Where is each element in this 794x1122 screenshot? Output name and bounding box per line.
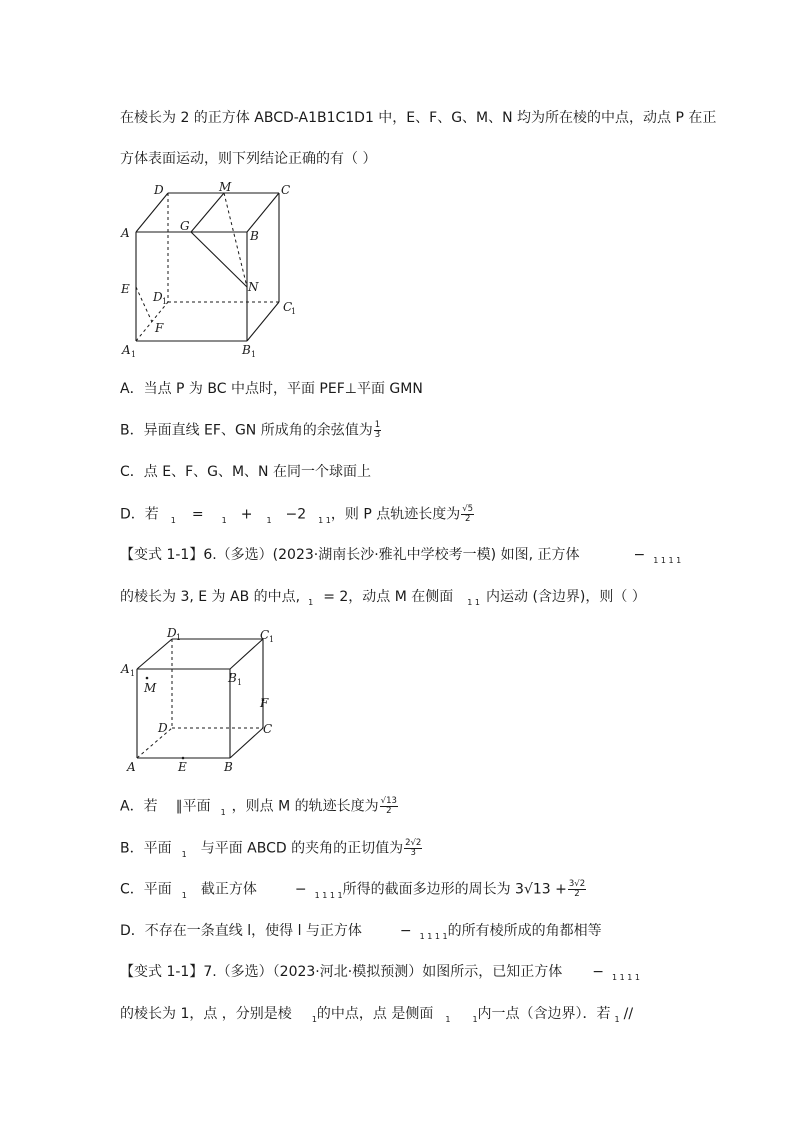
segment-GM <box>191 193 224 232</box>
q1-option-b: B．异面直线 EF、GN 所成角的余弦值为 $\frac{1}{3}$ <box>120 420 381 440</box>
label-D1-sub: 1 <box>162 297 168 306</box>
label-D1: D <box>153 290 163 304</box>
point-E <box>182 757 185 760</box>
label-F: F <box>155 321 164 335</box>
label-B: B <box>250 229 259 243</box>
label-N: N <box>248 280 259 294</box>
label-A1: A <box>121 662 130 676</box>
segment-EF-hidden <box>136 287 152 322</box>
q3-line1: 【变式 1-1】7.（多选）（2023·河北·模拟预测）如图所示，已知正方体 − $_{1 1 1 1}$ <box>120 964 640 982</box>
edge-BC <box>247 193 279 232</box>
segment-MN-hidden <box>224 193 247 287</box>
q2-line1: 【变式 1-1】6.（多选）(2023·湖南长沙·雅礼中学校考一模) 如图, 正方体 − $_{1 1 1 1}$ <box>120 547 682 565</box>
label-G: G <box>180 219 190 233</box>
edge-AD <box>136 193 168 232</box>
label-D1-sub: 1 <box>176 633 182 642</box>
q1-option-c: C．点 E、F、G、M、N 在同一个球面上 <box>120 464 371 480</box>
label-D: D <box>158 721 168 735</box>
edge-A1D1 <box>137 639 172 669</box>
label-F: F <box>260 696 269 710</box>
label-A1-sub: 1 <box>130 669 136 678</box>
label-B: B <box>224 760 233 774</box>
q2-option-d: D．不存在一条直线 l，使得 l 与正方体 − $_{1 1 1 1}$的所有棱所成的角都相等 <box>120 923 602 941</box>
edge-B1C1 <box>247 302 279 341</box>
edge-BC <box>230 728 263 758</box>
q2-cube-figure <box>118 622 288 777</box>
label-C1: C <box>260 628 270 642</box>
q2-option-b: B．平面 $_1$ 与平面 ABCD 的夹角的正切值为 $\frac{2√2}{3}$ <box>120 838 422 859</box>
label-A: A <box>127 760 136 774</box>
label-C: C <box>281 183 291 197</box>
label-B1: B <box>242 343 251 357</box>
q2-line2: 的棱长为 3, E 为 AB 的中点, $_1$ = 2，动点 M 在侧面 $_{1 1}$ 内运动 (含边界)，则（ ） <box>120 589 646 607</box>
label-A1-sub: 1 <box>131 350 137 359</box>
q1-stem-line2: 方体表面运动，则下列结论正确的有（ ） <box>120 151 377 167</box>
point-M <box>146 677 149 680</box>
q3-line2: 的棱长为 1，点 ，分别是棱 $_1$的中点，点 是侧面 $_1$ $_1$内一点（含边界）．若 $_1$ // <box>120 1006 634 1024</box>
q1-option-d: D．若 $_1$ = $_1$ + $_1$ −2 $_{1 1}$，则 P 点轨迹长度为 $\frac{√5}{2}$ <box>120 504 474 525</box>
label-C1-sub: 1 <box>291 307 297 316</box>
label-E: E <box>121 282 130 296</box>
q1-stem-line1: 在棱长为 2 的正方体 ABCD-A1B1C1D1 中，E、F、G、M、N 均为所在棱的中点，动点 P 在正 <box>120 110 717 126</box>
q1-cube-figure <box>118 178 308 363</box>
label-M: M <box>144 681 157 695</box>
label-B1: B <box>228 671 237 685</box>
q2-option-c: C．平面 $_1$ 截正方体 − $_{1 1 1 1}$所得的截面多边形的周长为 3√13 + $\frac{3√2}{2}$ <box>120 879 586 900</box>
label-C: C <box>263 722 273 736</box>
label-B1-sub: 1 <box>237 678 243 687</box>
label-D1: D <box>167 626 177 640</box>
label-M: M <box>219 180 232 194</box>
q1-option-a: A．当点 P 为 BC 中点时，平面 PEF⊥平面 GMN <box>120 381 423 397</box>
label-C1: C <box>283 300 293 314</box>
label-C1-sub: 1 <box>269 635 275 644</box>
segment-GN <box>191 232 247 287</box>
q2-option-a: A．若 ∥平面 $_1$ ，则点 M 的轨迹长度为 $\frac{√13}{2}$ <box>120 796 397 817</box>
label-B1-sub: 1 <box>251 350 257 359</box>
edge-B1C1 <box>230 639 263 669</box>
label-A1: A <box>122 343 131 357</box>
label-E: E <box>178 760 187 774</box>
label-A: A <box>121 226 130 240</box>
label-D: D <box>154 183 164 197</box>
